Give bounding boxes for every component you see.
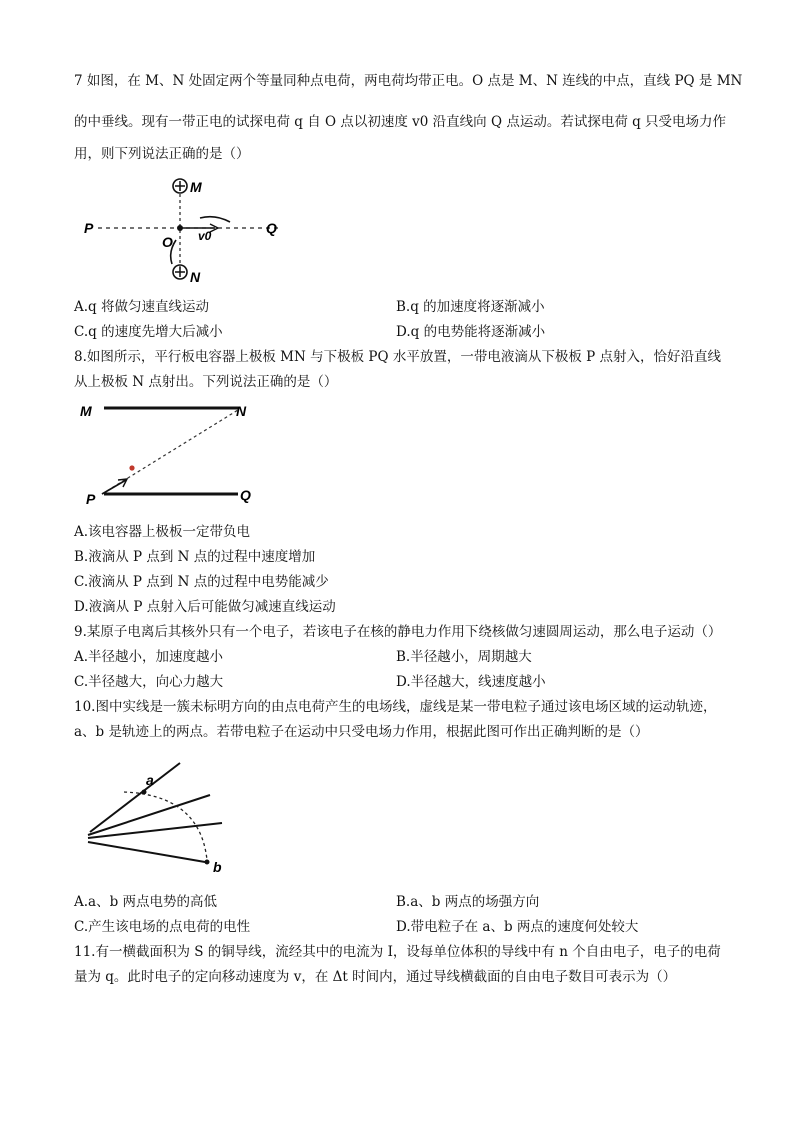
q11-line-2: 量为 q。此时电子的定向移动速度为 v，在 Δt 时间内，通过导线横截面的自由电子数目可表示为（） [74, 969, 677, 985]
q10-option-c: C.产生该电场的点电荷的电性 [74, 919, 251, 935]
q7-line-1: 7 如图，在 M、N 处固定两个等量同种点电荷，两电荷均带正电。O 点是 M、N 连线的中点，直线 PQ 是 MN [74, 73, 743, 89]
q8-figure [80, 398, 280, 513]
q7-label-v0: v0 [198, 229, 212, 243]
q7-label-Q: Q [266, 220, 277, 236]
q7-label-O: O [162, 234, 173, 250]
q7-option-c: C.q 的速度先增大后减小 [74, 324, 223, 340]
q9-option-c: C.半径越大，向心力越大 [74, 674, 224, 690]
q11-line-1: 11.有一横截面积为 S 的铜导线，流经其中的电流为 I，设每单位体积的导线中有 n 个自由电子，电子的电荷 [74, 944, 721, 960]
q8-label-M: M [80, 403, 92, 419]
q7-line-2: 的中垂线。现有一带正电的试探电荷 q 自 O 点以初速度 v0 沿直线向 Q 点运动。若试探电荷 q 只受电场力作 [74, 114, 727, 130]
q7-label-N: N [190, 269, 201, 285]
q10-line-1: 10.图中实线是一簇未标明方向的由点电荷产生的电场线，虚线是某一带电粒子通过该电场区域的运动轨迹， [74, 699, 717, 715]
q7-option-b: B.q 的加速度将逐渐减小 [396, 299, 545, 315]
q8-label-P: P [86, 491, 96, 507]
q7-label-P: P [84, 220, 94, 236]
q10-option-b: B.a、b 两点的场强方向 [396, 894, 540, 910]
q7-option-d: D.q 的电势能将逐渐减小 [396, 324, 546, 340]
q8-line-1: 8.如图所示，平行板电容器上极板 MN 与下极板 PQ 水平放置，一带电液滴从下极板 P 点射入，恰好沿直线 [74, 349, 721, 365]
q9-option-d: D.半径越大，线速度越小 [396, 674, 546, 690]
q10-label-a: a [146, 772, 154, 788]
q10-label-b: b [213, 859, 222, 875]
q8-option-b: B.液滴从 P 点到 N 点的过程中速度增加 [74, 549, 316, 565]
q7-line-3: 用，则下列说法正确的是（） [74, 146, 250, 162]
q10-option-d: D.带电粒子在 a、b 两点的速度何处较大 [396, 919, 639, 935]
q9-option-b: B.半径越小，周期越大 [396, 649, 532, 665]
q8-option-d: D.液滴从 P 点射入后可能做匀减速直线运动 [74, 599, 336, 615]
q9-option-a: A.半径越小，加速度越小 [74, 649, 224, 665]
q8-option-c: C.液滴从 P 点到 N 点的过程中电势能减少 [74, 574, 329, 590]
q8-label-Q: Q [240, 487, 251, 503]
q10-line-2: a、b 是轨迹上的两点。若带电粒子在运动中只受电场力作用，根据此图可作出正确判断的是（） [74, 724, 649, 740]
q8-label-N: N [236, 403, 247, 419]
q10-option-a: A.a、b 两点电势的高低 [74, 894, 218, 910]
q8-line-2: 从上极板 N 点射出。下列说法正确的是（） [74, 374, 338, 390]
q7-figure [80, 170, 300, 290]
q8-option-a: A.该电容器上极板一定带负电 [74, 524, 251, 540]
q7-label-M: M [190, 179, 202, 195]
q9-line-1: 9.某原子电离后其核外只有一个电子，若该电子在核的静电力作用下绕核做匀速圆周运动，那么电子运动（） [74, 624, 722, 640]
q10-figure [80, 735, 240, 880]
q7-option-a: A.q 将做匀速直线运动 [74, 299, 209, 315]
